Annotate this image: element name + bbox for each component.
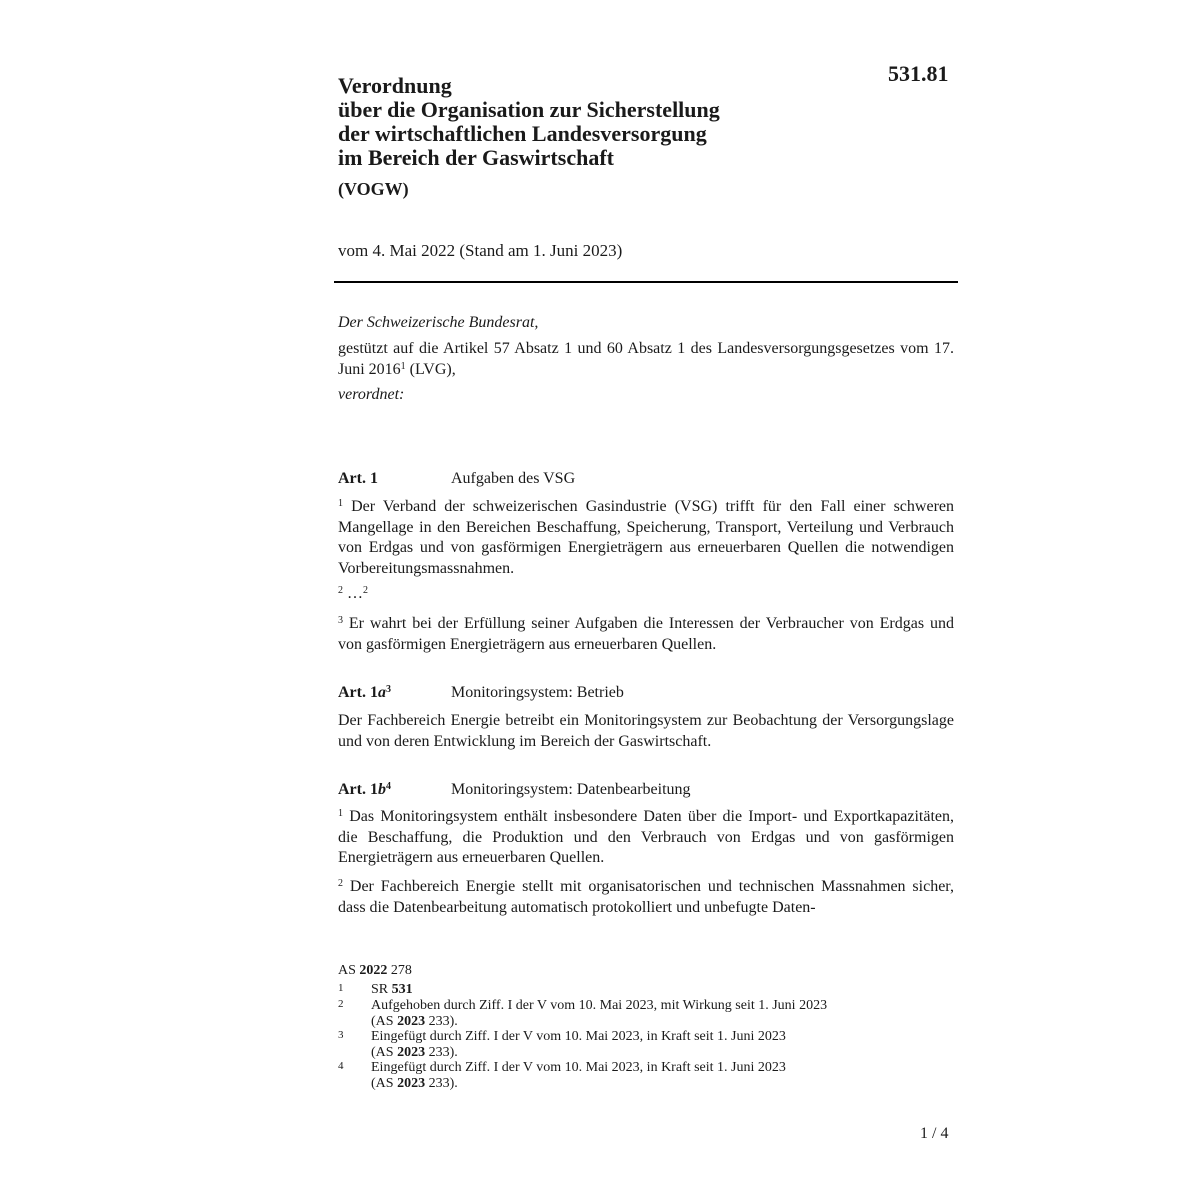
footnote-as-page: 233).: [425, 1075, 458, 1091]
footnote-text-pre: SR: [371, 982, 392, 997]
paragraph-text: Der Verband der schweizerischen Gasindustrie (VSG) trifft für den Fall einer schweren Mangellage in den Bereichen Beschaffung, Speicherung, Transport, Verteilung und Verbrauch von Erdgas und von gasförmigen Energieträgern aus erneuerbaren Quellen die notwendigen Vorbereitungsmassnahmen.: [338, 498, 954, 577]
footnote-text: Eingefügt durch Ziff. I der V vom 10. Mai 2023, in Kraft seit 1. Juni 2023: [371, 1060, 786, 1075]
footnote: [338, 1060, 918, 1092]
title-line: der wirtschaftlichen Landesversorgung: [338, 121, 707, 146]
article-number-letter: a: [377, 684, 386, 701]
footnote-number: 4: [338, 1060, 344, 1072]
title-line: über die Organisation zur Sicherstellung: [338, 97, 720, 122]
title-line: im Bereich der Gaswirtschaft: [338, 145, 614, 170]
article-title: Aufgaben des VSG: [451, 470, 576, 487]
paragraph-text: Er wahrt bei der Erfüllung seiner Aufgaben die Interessen der Verbraucher von Erdgas und von gasförmigen Energieträgern aus erneuerbaren Quellen.: [338, 615, 954, 653]
preamble-decree: verordnet:: [338, 386, 405, 403]
article-title: Monitoringsystem: Datenbearbeitung: [451, 781, 691, 798]
footnote: [338, 998, 918, 1030]
page-number: 1 / 4: [920, 1125, 949, 1142]
as-page: 278: [387, 963, 412, 978]
article-number: [338, 780, 391, 800]
document-abbreviation: (VOGW): [338, 179, 409, 199]
footnote-number: 2: [338, 998, 344, 1010]
document-date: vom 4. Mai 2022 (Stand am 1. Juni 2023): [338, 241, 623, 260]
article-heading: [338, 469, 954, 489]
paragraph-number: 2: [338, 878, 343, 889]
article-heading: [338, 780, 954, 800]
footnote-as-year: 2023: [397, 1044, 426, 1060]
paragraph-number: 3: [338, 615, 343, 626]
footnote-as-year: 2023: [397, 1075, 426, 1091]
preamble-basis: [338, 339, 954, 380]
article-heading: [338, 683, 954, 703]
footnote-text-line2: [371, 1076, 458, 1092]
article-title: Monitoringsystem: Betrieb: [451, 684, 624, 701]
footnote-text-line2: [371, 1014, 458, 1030]
paragraph-number: 1: [338, 498, 343, 509]
paragraph-text: Der Fachbereich Energie stellt mit organisatorischen und technischen Massnahmen sicher, dass die Datenbearbeitung automatisch protokolliert und unbefugte Daten-: [338, 878, 954, 916]
footnote-text-line2: [371, 1045, 458, 1061]
article-paragraph: [338, 807, 954, 869]
footnote: [338, 982, 918, 998]
footnote-as-prefix: (AS: [371, 1013, 398, 1029]
paragraph-text: …: [343, 585, 363, 602]
footnote-number: 3: [338, 1029, 344, 1041]
footnote-as-prefix: (AS: [371, 1044, 398, 1060]
article-paragraph: [338, 614, 954, 655]
title-line: Verordnung: [338, 73, 452, 98]
article-paragraph: [338, 497, 954, 579]
paragraph-number: 1: [338, 808, 343, 819]
footnote-text: Eingefügt durch Ziff. I der V vom 10. Mai 2023, in Kraft seit 1. Juni 2023: [371, 1029, 786, 1044]
article-number: Art. 1: [338, 470, 378, 487]
footnote-text: Aufgehoben durch Ziff. I der V vom 10. Mai 2023, mit Wirkung seit 1. Juni 2023: [371, 998, 828, 1013]
official-collection-reference: [338, 963, 938, 979]
article-text: Der Fachbereich Energie betreibt ein Monitoringsystem zur Beobachtung der Versorgungslage und von deren Entwicklung im Bereich der Gaswirtschaft.: [338, 712, 954, 750]
footnote-as-page: 233).: [425, 1013, 458, 1029]
article-paragraph: [338, 877, 954, 918]
footnote-as-year: 2023: [397, 1013, 426, 1029]
footnote-ref[interactable]: 4: [385, 781, 391, 792]
article-number-prefix: Art. 1: [338, 684, 378, 701]
as-prefix: AS: [338, 963, 360, 978]
document-title: [338, 74, 858, 170]
footnote-text-bold: 531: [391, 982, 413, 997]
article-number: [338, 683, 391, 703]
footnote-number: 1: [338, 982, 344, 994]
article-number-prefix: Art. 1: [338, 781, 378, 798]
paragraph-text: Das Monitoringsystem enthält insbesondere Daten über die Import- und Exportkapazitäten, die Beschaffung, die Produktion und den Verbrauch von Erdgas und von gasförmigen Energieträgern aus erneuerbaren Quellen.: [338, 808, 954, 866]
header-divider: [334, 281, 958, 283]
footnote-as-prefix: (AS: [371, 1075, 398, 1091]
preamble-authority: Der Schweizerische Bundesrat,: [338, 314, 539, 331]
paragraph-number: 2: [338, 585, 343, 596]
footnote-ref[interactable]: 2: [363, 585, 368, 596]
sr-number: 531.81: [888, 61, 949, 86]
preamble-basis-text-end: (LVG),: [405, 360, 456, 378]
footnote-ref[interactable]: 3: [385, 684, 391, 695]
footnote-as-page: 233).: [425, 1044, 458, 1060]
footnote-text: [371, 982, 413, 998]
footnote-ref[interactable]: 1: [400, 360, 406, 372]
preamble-basis-text: gestützt auf die Artikel 57 Absatz 1 und 60 Absatz 1 des Landesversorgungsgesetzes vom 17. Juni 2016: [338, 340, 954, 378]
article-paragraph: [338, 584, 954, 605]
article-number-letter: b: [377, 781, 386, 798]
footnote: [338, 1029, 918, 1061]
as-year: 2022: [359, 963, 388, 978]
